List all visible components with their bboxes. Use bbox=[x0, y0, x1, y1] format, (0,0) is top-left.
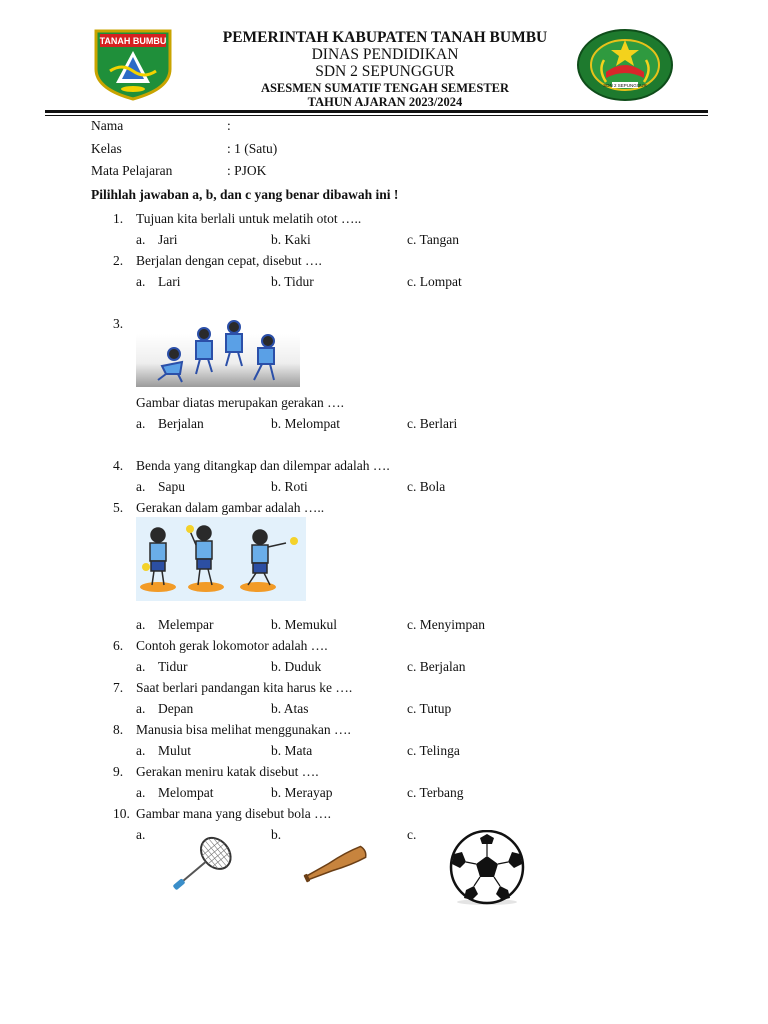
question-2-number: 2. bbox=[113, 253, 124, 268]
option-text: Melompat bbox=[284, 416, 340, 431]
question-9-option-a[interactable]: Melompat bbox=[158, 785, 214, 800]
question-1-option-b[interactable] bbox=[271, 232, 311, 248]
option-text: Berjalan bbox=[419, 659, 466, 674]
option-letter: c. bbox=[407, 743, 417, 758]
question-1-number: 1. bbox=[113, 211, 124, 226]
option-letter: b. bbox=[271, 701, 282, 716]
question-9-number: 9. bbox=[113, 764, 124, 779]
option-text: Atas bbox=[283, 701, 309, 716]
question-1-option-a-letter: a. bbox=[136, 232, 146, 247]
option-text: Duduk bbox=[284, 659, 322, 674]
question-3-option-c[interactable] bbox=[407, 416, 457, 432]
question-6-option-a[interactable]: Tidur bbox=[158, 659, 188, 674]
instruction: Pilihlah jawaban a, b, dan c yang benar dibawah ini ! bbox=[91, 187, 399, 202]
subject-value: : PJOK bbox=[227, 163, 267, 178]
option-letter: c. bbox=[407, 274, 417, 289]
question-2-text: Berjalan dengan cepat, disebut …. bbox=[136, 253, 322, 268]
question-10-text: Gambar mana yang disebut bola …. bbox=[136, 806, 331, 821]
question-8-option-c[interactable] bbox=[407, 743, 460, 759]
soccer-ball-icon[interactable] bbox=[444, 830, 530, 906]
question-2-option-a[interactable]: Lari bbox=[158, 274, 181, 289]
question-2-option-b[interactable] bbox=[271, 274, 314, 290]
option-letter: c. bbox=[407, 416, 417, 431]
class-value: : 1 (Satu) bbox=[227, 141, 278, 156]
question-1-option-a[interactable]: Jari bbox=[158, 232, 178, 247]
option-letter: b. bbox=[271, 479, 282, 494]
question-4-number: 4. bbox=[113, 458, 124, 473]
question-3-option-a-letter: a. bbox=[136, 416, 146, 431]
question-6-option-a-letter: a. bbox=[136, 659, 146, 674]
option-letter: b. bbox=[271, 274, 282, 289]
svg-text:TANAH BUMBU: TANAH BUMBU bbox=[99, 36, 167, 46]
jumping-children-image bbox=[136, 314, 300, 387]
option-text: Tidur bbox=[284, 274, 314, 289]
option-letter: b. bbox=[271, 617, 282, 632]
option-letter: c. bbox=[407, 701, 417, 716]
question-3-option-b[interactable] bbox=[271, 416, 340, 432]
question-5-text: Gerakan dalam gambar adalah ….. bbox=[136, 500, 325, 515]
question-8-option-a-letter: a. bbox=[136, 743, 146, 758]
question-1-text: Tujuan kita berlali untuk melatih otot ….. bbox=[136, 211, 362, 226]
throwing-sequence-image bbox=[136, 517, 306, 601]
question-5-option-a-letter: a. bbox=[136, 617, 146, 632]
header-line-4: ASESMEN SUMATIF TENGAH SEMESTER bbox=[260, 81, 510, 95]
option-letter: b. bbox=[271, 785, 282, 800]
option-text: Bola bbox=[419, 479, 446, 494]
question-6-option-c[interactable] bbox=[407, 659, 465, 675]
question-4-option-c[interactable] bbox=[407, 479, 445, 495]
question-7-option-a-letter: a. bbox=[136, 701, 146, 716]
question-9-option-b[interactable] bbox=[271, 785, 332, 801]
class-label: Kelas bbox=[91, 141, 122, 156]
question-7-number: 7. bbox=[113, 680, 124, 695]
option-text: Lompat bbox=[419, 274, 462, 289]
question-2-option-c[interactable] bbox=[407, 274, 462, 290]
question-6-text: Contoh gerak lokomotor adalah …. bbox=[136, 638, 328, 653]
option-text: Telinga bbox=[419, 743, 460, 758]
question-7-option-b[interactable] bbox=[271, 701, 309, 717]
question-10-option-c-letter: c. bbox=[407, 827, 417, 842]
option-text: Menyimpan bbox=[419, 617, 485, 632]
question-6-number: 6. bbox=[113, 638, 124, 653]
question-6-option-b[interactable] bbox=[271, 659, 321, 675]
question-3-text: Gambar diatas merupakan gerakan …. bbox=[136, 395, 345, 410]
header-line-3: SDN 2 SEPUNGGUR bbox=[315, 63, 455, 80]
option-text: Kaki bbox=[284, 232, 311, 247]
badminton-racket-icon[interactable] bbox=[162, 834, 242, 896]
header-rule-thin bbox=[45, 115, 708, 116]
option-letter: b. bbox=[271, 659, 282, 674]
question-7-option-c[interactable] bbox=[407, 701, 451, 717]
question-9-option-a-letter: a. bbox=[136, 785, 146, 800]
baseball-bat-icon[interactable] bbox=[300, 842, 370, 888]
header-line-5: TAHUN AJARAN 2023/2024 bbox=[307, 95, 463, 109]
question-10-number: 10. bbox=[113, 806, 130, 821]
question-8-text: Manusia bisa melihat menggunakan …. bbox=[136, 722, 351, 737]
question-4-option-b[interactable] bbox=[271, 479, 308, 495]
question-7-option-a[interactable]: Depan bbox=[158, 701, 194, 716]
option-letter: c. bbox=[407, 785, 417, 800]
question-10-option-a-letter: a. bbox=[136, 827, 146, 842]
option-letter: c. bbox=[407, 232, 417, 247]
option-text: Tutup bbox=[419, 701, 452, 716]
question-8-option-a[interactable]: Mulut bbox=[158, 743, 192, 758]
question-9-text: Gerakan meniru katak disebut …. bbox=[136, 764, 319, 779]
option-text: Terbang bbox=[419, 785, 464, 800]
right-logo bbox=[576, 28, 674, 102]
svg-text:SDN 2 SEPUNGGUR: SDN 2 SEPUNGGUR bbox=[603, 83, 647, 88]
question-1-option-c[interactable] bbox=[407, 232, 459, 248]
option-text: Tangan bbox=[419, 232, 460, 247]
left-logo bbox=[92, 27, 174, 101]
option-text: Merayap bbox=[284, 785, 333, 800]
question-3-number: 3. bbox=[113, 316, 124, 331]
header-line-2: DINAS PENDIDIKAN bbox=[311, 46, 459, 63]
question-8-number: 8. bbox=[113, 722, 124, 737]
question-3-option-a[interactable]: Berjalan bbox=[158, 416, 204, 431]
question-7-text: Saat berlari pandangan kita harus ke …. bbox=[136, 680, 353, 695]
option-letter: b. bbox=[271, 416, 282, 431]
option-letter: c. bbox=[407, 479, 417, 494]
option-letter: c. bbox=[407, 659, 417, 674]
question-5-option-b[interactable] bbox=[271, 617, 337, 633]
name-colon: : bbox=[227, 118, 231, 133]
question-8-option-b[interactable] bbox=[271, 743, 312, 759]
option-letter: b. bbox=[271, 232, 282, 247]
question-9-option-c[interactable] bbox=[407, 785, 464, 801]
option-text: Berlari bbox=[419, 416, 458, 431]
header-line-1: PEMERINTAH KABUPATEN TANAH BUMBU bbox=[222, 29, 548, 46]
question-5-option-c[interactable] bbox=[407, 617, 485, 633]
question-4-option-a-letter: a. bbox=[136, 479, 146, 494]
question-5-number: 5. bbox=[113, 500, 124, 515]
header-rule-thick bbox=[45, 110, 708, 113]
question-10-option-b-letter: b. bbox=[271, 827, 282, 842]
option-letter: b. bbox=[271, 743, 282, 758]
question-4-option-a[interactable]: Sapu bbox=[158, 479, 185, 494]
subject-label: Mata Pelajaran bbox=[91, 163, 173, 178]
question-2-option-a-letter: a. bbox=[136, 274, 146, 289]
question-4-text: Benda yang ditangkap dan dilempar adalah …. bbox=[136, 458, 390, 473]
option-text: Roti bbox=[284, 479, 308, 494]
option-text: Memukul bbox=[284, 617, 337, 632]
option-text: Mata bbox=[284, 743, 313, 758]
name-label: Nama bbox=[91, 118, 124, 133]
option-letter: c. bbox=[407, 617, 417, 632]
question-5-option-a[interactable]: Melempar bbox=[158, 617, 214, 632]
